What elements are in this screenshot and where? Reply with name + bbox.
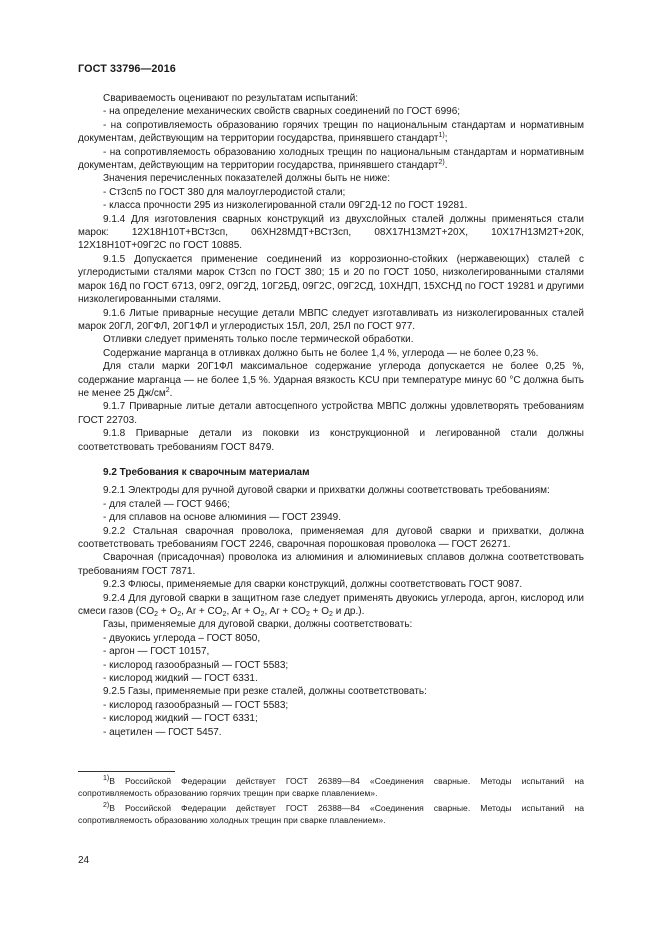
document-header: ГОСТ 33796—2016	[78, 63, 176, 75]
formula-text: , Ar + CO	[181, 606, 223, 618]
section-heading: 9.2 Требования к сварочным материалам	[103, 466, 310, 478]
footnote-mark: 1)	[103, 775, 110, 782]
paragraph: 9.1.7 Приварные литые детали автосцепного устройства МВПС должны удовлетворять требованиям ГОСТ 22703.	[78, 401, 584, 426]
footnote-mark: 2)	[103, 802, 110, 809]
paragraph: Содержание марганца в отливках должно быть не более 1,4 %, углерода — не более 0,23 %.	[103, 347, 539, 359]
list-item: - Ст3сп5 по ГОСТ 380 для малоуглеродистой стали;	[103, 186, 346, 198]
paragraph	[78, 592, 584, 619]
subscript: 2	[177, 611, 182, 619]
paragraph: Значения перечисленных показателей должны быть не ниже:	[103, 173, 391, 185]
paragraph-text: 9.2.4 Для дуговой сварки в защитном газе следует применять двуокись углерода, аргон, кислород или смеси газов (CO	[78, 592, 584, 618]
list-item: - для сплавов на основе алюминия — ГОСТ 23949.	[103, 512, 342, 524]
subscript: 2	[260, 611, 265, 619]
footnote	[78, 803, 584, 826]
list-item: - кислород газообразный — ГОСТ 5583;	[103, 659, 289, 671]
paragraph: Сварочная (присадочная) проволока из алюминия и алюминиевых сплавов должна соответствовать требованиям ГОСТ 7871.	[78, 552, 584, 577]
subscript: 2	[305, 611, 310, 619]
footnote-ref: 2)	[438, 159, 445, 167]
paragraph-text: Для стали марки 20Г1ФЛ максимальное содержание углерода допускается не более 0,25 %, содержание марганца — не более 1,5 %. Ударная вязкость KCU при температуре минус 60 °С должна быть не менее 25 Дж/см	[78, 361, 584, 399]
list-item: - аргон — ГОСТ 10157,	[103, 646, 210, 658]
paragraph: 9.2.2 Стальная сварочная проволока, применяемая для дуговой сварки и прихватки, должна соответствовать требованиям ГОСТ 2246, сварочная порошковая проволока — ГОСТ 26271.	[78, 525, 584, 550]
main-text	[78, 92, 584, 739]
footnote-text: В Российской Федерации действует ГОСТ 26388—84 «Соединения сварные. Методы испытаний на сопротивляемость образованию холодных трещин при сварке плавлением».	[78, 803, 584, 825]
formula-text: + O	[309, 606, 330, 618]
paragraph: Отливки следует применять только после термической обработки.	[103, 334, 414, 346]
paragraph: 9.2.3 Флюсы, применяемые для сварки конструкций, должны соответствовать ГОСТ 9087.	[103, 579, 523, 591]
list-item: - кислород газообразный — ГОСТ 5583;	[103, 699, 289, 711]
formula-text: + O	[158, 606, 178, 618]
formula-text: , Ar + CO	[264, 606, 306, 618]
paragraph: 9.1.6 Литые приварные несущие детали МВПС следует изготавливать из низколегированных сталей марок 20ГЛ, 20ГФЛ, 20Г1ФЛ и углеродистых 15Л, 20Л, 25Л по ГОСТ 977.	[78, 307, 584, 332]
footnote	[78, 776, 584, 799]
list-item: - кислород жидкий — ГОСТ 6331.	[103, 673, 258, 685]
list-item: - класса прочности 295 из низколегированной стали 09Г2Д-12 по ГОСТ 19281.	[103, 200, 468, 212]
punctuation: ;	[444, 133, 448, 145]
formula-text: , Ar + O	[226, 606, 261, 618]
list-item: - кислород жидкий — ГОСТ 6331;	[103, 713, 258, 725]
page-number: 24	[78, 855, 90, 866]
paragraph: 9.1.5 Допускается применение соединений из коррозионно-стойких (нержавеющих) сталей с углеродистыми сталями марок Ст3сп по ГОСТ 380; 15 и 20 по ГОСТ 1050, низколегированными сталями марок 16Д по ГОСТ 6713, 09Г2, 09Г2Д, 10Г2БД, 09Г2С, 09Г2СД, 10ХНДП, 15ХСНД по ГОСТ 19281 и другими низколегированными сталями.	[78, 253, 584, 306]
list-item	[78, 146, 584, 173]
list-item: - ацетилен — ГОСТ 5457.	[103, 726, 222, 738]
paragraph: 9.2.1 Электроды для ручной дуговой сварки и прихватки должны соответствовать требованиям:	[103, 485, 550, 497]
footnotes	[78, 771, 584, 830]
list-item	[78, 119, 584, 146]
punctuation: .	[169, 387, 173, 399]
paragraph: 9.2.5 Газы, применяемые при резке сталей, должны соответствовать:	[103, 686, 427, 698]
footnote-divider	[78, 771, 175, 772]
superscript: 2	[165, 386, 170, 394]
paragraph-text: - на сопротивляемость образованию горячих трещин по национальным стандартам и нормативным документам, действующим на территории государства, принявшего стандарт	[78, 119, 584, 145]
subscript: 2	[222, 611, 227, 619]
subscript: 2	[154, 611, 159, 619]
paragraph: 9.1.4 Для изготовления сварных конструкций из двухслойных сталей должны применяться стали марок: 12Х18Н10Т+ВСт3сп, 06ХН28МДТ+ВСт3сп, 08Х17Н13М2Т+20Х, 10Х17Н13М2Т+20К, 12Х18Н10Т+09Г2С по ГОСТ 10885.	[78, 213, 584, 252]
list-item: - на определение механических свойств сварных соединений по ГОСТ 6996;	[103, 106, 461, 118]
list-item: - двуокись углерода – ГОСТ 8050,	[103, 632, 261, 644]
footnote-text: В Российской Федерации действует ГОСТ 26389—84 «Соединения сварные. Методы испытаний на сопротивляемость образованию горячих трещин при сварке плавлением».	[78, 776, 584, 798]
paragraph: 9.1.8 Приварные детали из поковки из конструкционной и легированной стали должны соответствовать требованиям ГОСТ 8479.	[78, 428, 584, 453]
paragraph-text: - на сопротивляемость образованию холодных трещин по национальным стандартам и нормативным документам, действующим на территории государства, принявшего стандарт	[78, 146, 584, 172]
paragraph: Свариваемость оценивают по результатам испытаний:	[103, 93, 359, 104]
subscript: 2	[329, 611, 333, 619]
formula-text: и др.).	[332, 606, 365, 618]
paragraph: Газы, применяемые для дуговой сварки, должны соответствовать:	[103, 619, 413, 631]
footnote-ref: 1)	[438, 132, 445, 140]
paragraph	[78, 360, 584, 400]
list-item: - для сталей — ГОСТ 9466;	[103, 498, 230, 510]
punctuation: .	[444, 160, 448, 172]
